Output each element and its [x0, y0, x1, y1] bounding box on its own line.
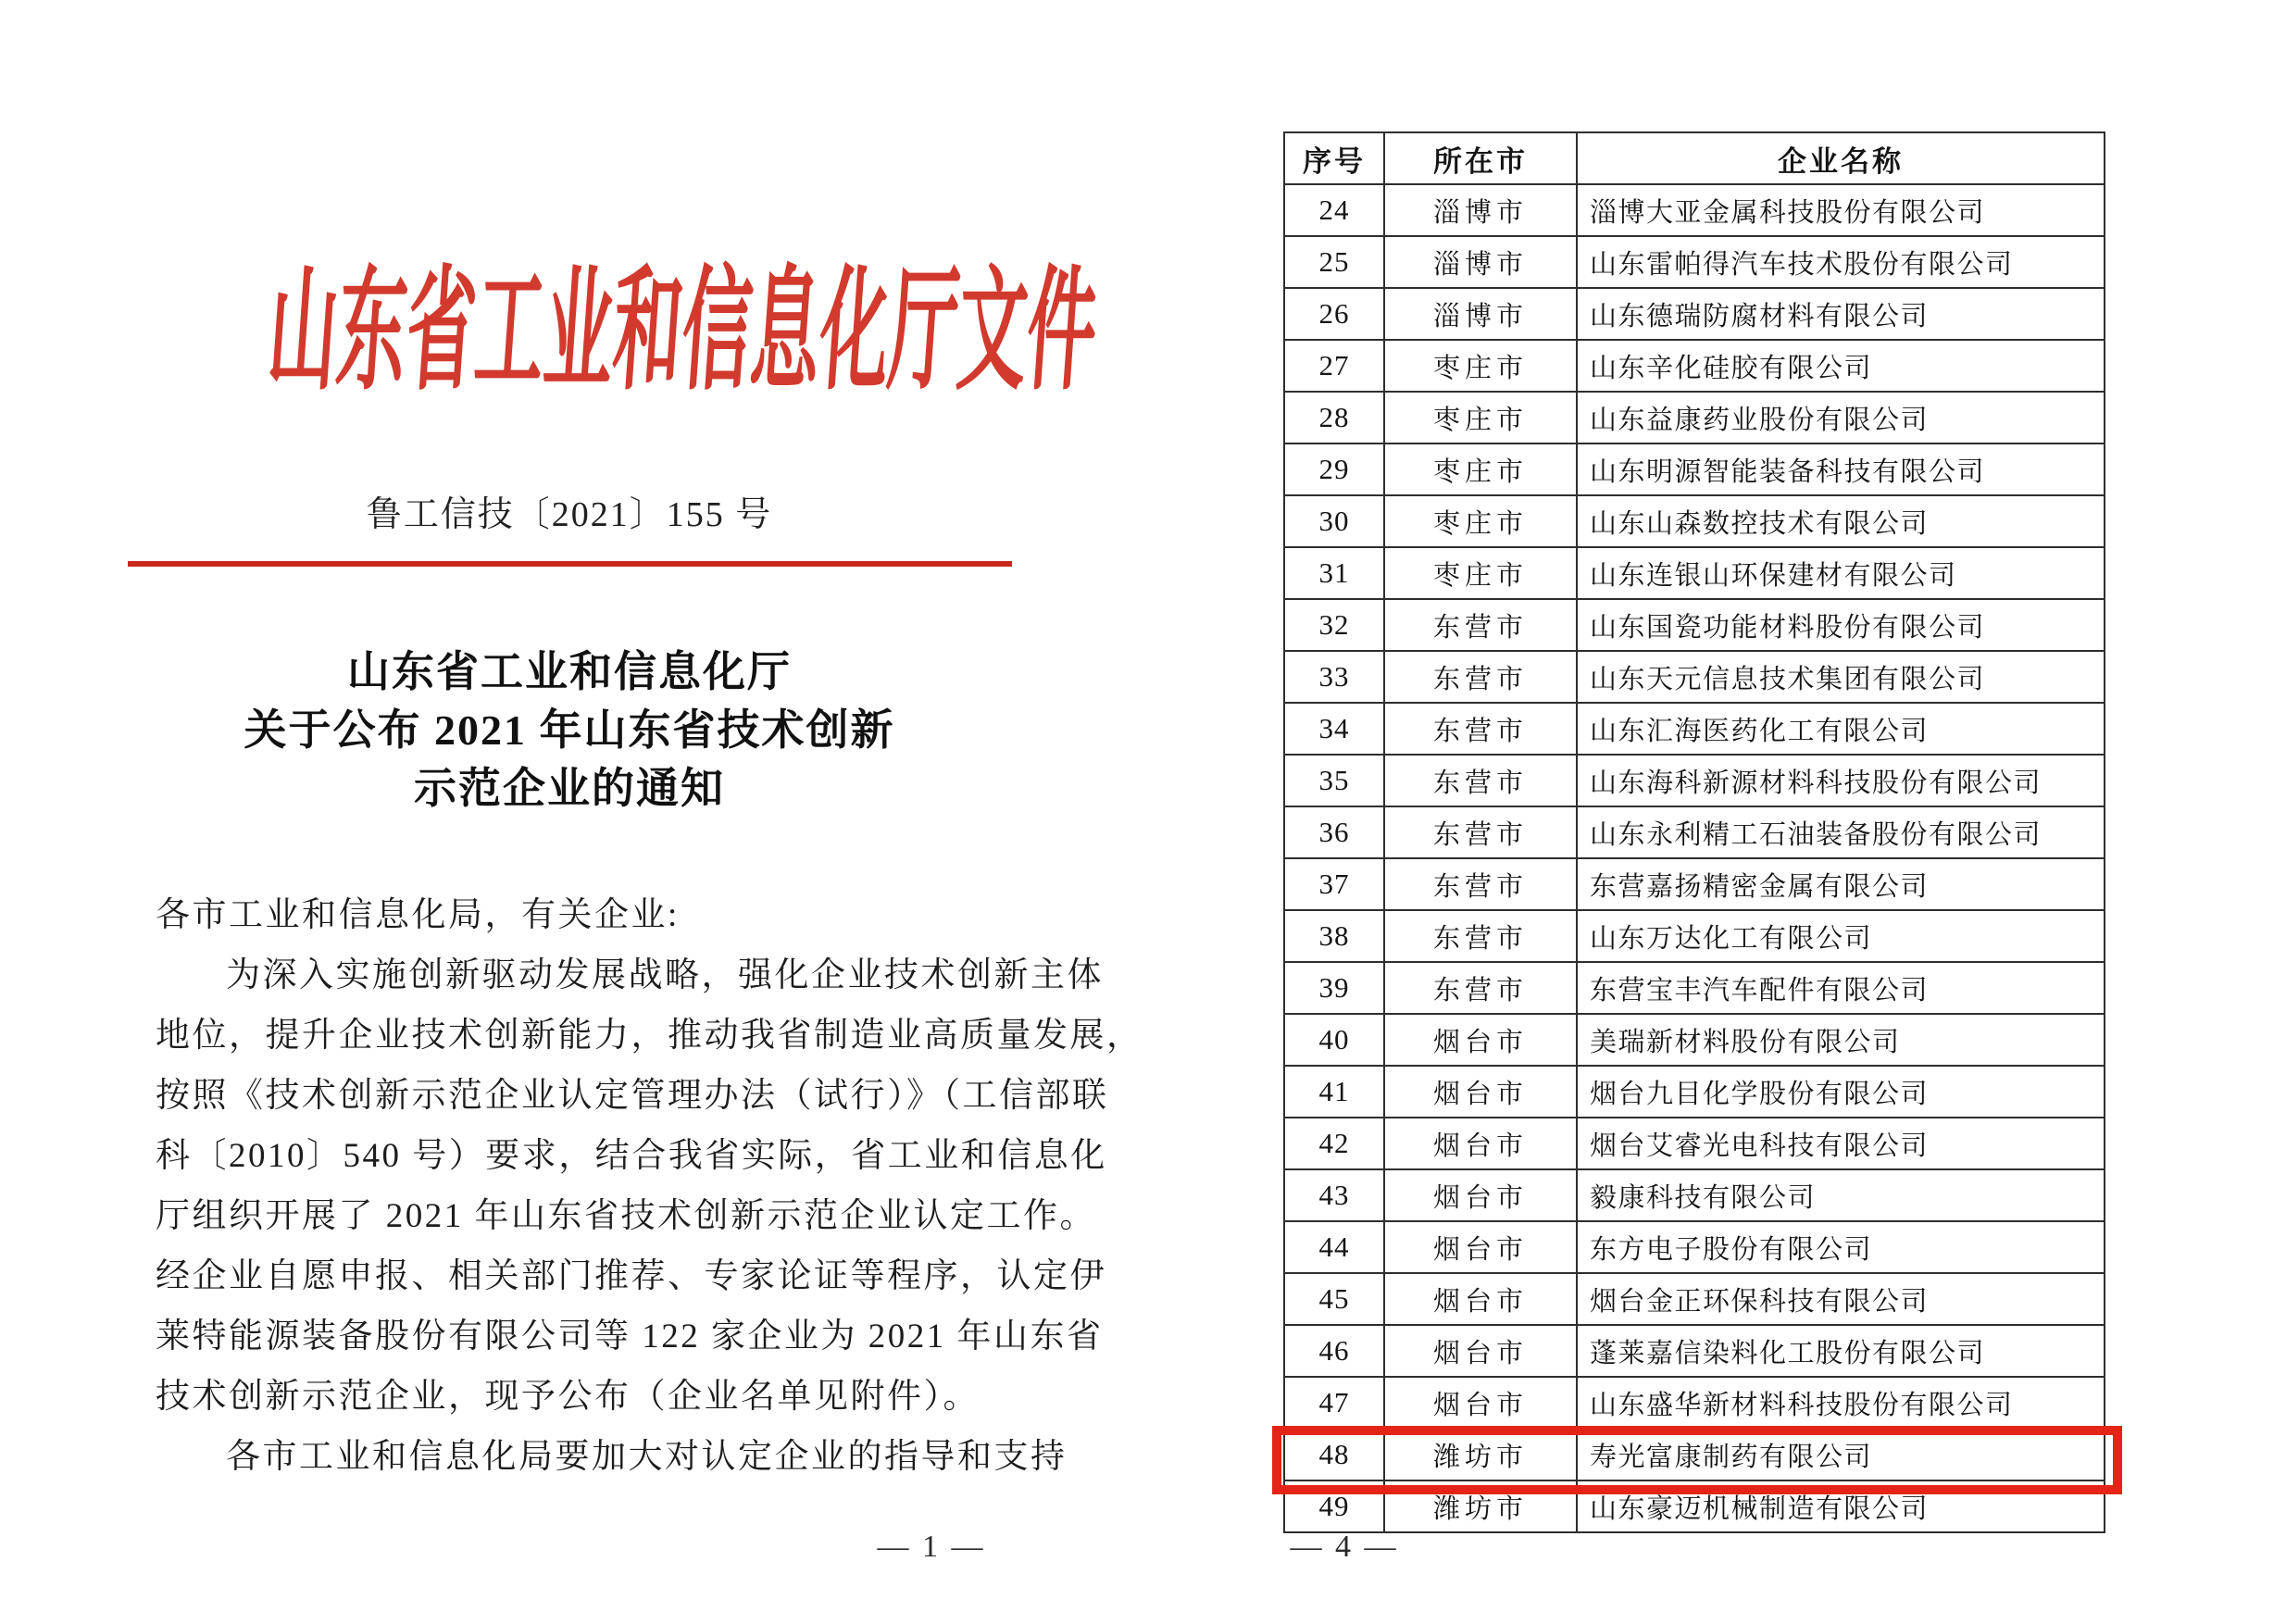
cell-city: 东营市	[1384, 651, 1577, 703]
table-row	[1284, 236, 2105, 288]
cell-company: 山东豪迈机械制造有限公司	[1577, 1480, 2105, 1532]
body-line: 按照《技术创新示范企业认定管理办法（试行）》（工信部联	[156, 1077, 1109, 1115]
cell-index: 25	[1284, 236, 1384, 288]
cell-company: 山东万达化工有限公司	[1577, 910, 2105, 962]
cell-company: 淄博大亚金属科技股份有限公司	[1577, 184, 2105, 236]
cell-index: 30	[1284, 495, 1384, 547]
cell-city: 潍坊市	[1384, 1480, 1577, 1532]
table-body	[1284, 184, 2105, 1532]
body-line: 各市工业和信息化局，有关企业:	[156, 896, 680, 934]
table-row	[1284, 1118, 2105, 1169]
cell-company: 烟台金正环保科技有限公司	[1577, 1273, 2105, 1325]
table-row	[1284, 1377, 2105, 1429]
cell-city: 烟台市	[1384, 1014, 1577, 1066]
table-row	[1284, 1273, 2105, 1325]
page-number-right: — 4 —	[1290, 1530, 1399, 1564]
cell-city: 枣庄市	[1384, 547, 1577, 599]
cell-index: 39	[1284, 962, 1384, 1014]
table-row	[1284, 443, 2105, 495]
table-row	[1284, 858, 2105, 910]
cell-city: 烟台市	[1384, 1325, 1577, 1377]
table-row	[1284, 599, 2105, 651]
cell-index: 49	[1284, 1480, 1384, 1532]
cell-city: 东营市	[1384, 910, 1577, 962]
body-line: 技术创新示范企业，现予公布（企业名单见附件）。	[156, 1378, 980, 1416]
cell-city: 枣庄市	[1384, 392, 1577, 443]
cell-index: 34	[1284, 703, 1384, 755]
cell-city: 烟台市	[1384, 1169, 1577, 1221]
cell-index: 37	[1284, 858, 1384, 910]
cell-city: 烟台市	[1384, 1118, 1577, 1169]
header-cell-company: 企业名称	[1577, 132, 2105, 184]
cell-company: 寿光富康制药有限公司	[1577, 1429, 2105, 1480]
cell-company: 蓬莱嘉信染料化工股份有限公司	[1577, 1325, 2105, 1377]
cell-index: 44	[1284, 1221, 1384, 1273]
notice-title-line: 关于公布 2021 年山东省技术创新	[244, 706, 895, 754]
body-line: 为深入实施创新驱动发展战略，强化企业技术创新主体	[226, 956, 1104, 994]
cell-index: 46	[1284, 1325, 1384, 1377]
document-number: 鲁工信技〔2021〕155 号	[366, 495, 773, 534]
cell-city: 淄博市	[1384, 236, 1577, 288]
table-row	[1284, 703, 2105, 755]
cell-index: 29	[1284, 443, 1384, 495]
body-line: 经企业自愿申报、相关部门推荐、专家论证等程序，认定伊	[156, 1257, 1106, 1295]
table-row	[1284, 392, 2105, 443]
cell-index: 32	[1284, 599, 1384, 651]
cell-company: 山东雷帕得汽车技术股份有限公司	[1577, 236, 2105, 288]
cell-company: 山东德瑞防腐材料有限公司	[1577, 288, 2105, 340]
notice-title-line: 山东省工业和信息化厅	[347, 648, 792, 695]
table-row	[1284, 962, 2105, 1014]
table-row	[1284, 806, 2105, 858]
table-row	[1284, 1066, 2105, 1118]
cell-company: 山东辛化硅胶有限公司	[1577, 340, 2105, 392]
cell-city: 东营市	[1384, 755, 1577, 806]
cell-city: 东营市	[1384, 858, 1577, 910]
cell-company: 山东明源智能装备科技有限公司	[1577, 443, 2105, 495]
cell-company: 山东连银山环保建材有限公司	[1577, 547, 2105, 599]
body-line: 莱特能源装备股份有限公司等 122 家企业为 2021 年山东省	[156, 1318, 1104, 1355]
cell-city: 东营市	[1384, 703, 1577, 755]
cell-company: 山东盛华新材料科技股份有限公司	[1577, 1377, 2105, 1429]
header-cell-index: 序号	[1284, 132, 1384, 184]
body-line: 科〔2010〕540 号）要求，结合我省实际，省工业和信息化	[156, 1137, 1107, 1175]
cell-company: 山东山森数控技术有限公司	[1577, 495, 2105, 547]
cell-company: 东营嘉扬精密金属有限公司	[1577, 858, 2105, 910]
cell-city: 潍坊市	[1384, 1429, 1577, 1480]
letterhead-wrap	[116, 258, 1102, 407]
red-separator-rule	[128, 561, 1012, 567]
table-row	[1284, 184, 2105, 236]
table-row	[1284, 755, 2105, 806]
table-row	[1284, 547, 2105, 599]
cell-city: 烟台市	[1384, 1066, 1577, 1118]
cell-company: 山东海科新源材料科技股份有限公司	[1577, 755, 2105, 806]
table-row	[1284, 495, 2105, 547]
table-row	[1284, 1169, 2105, 1221]
body-line: 地位，提升企业技术创新能力，推动我省制造业高质量发展，	[156, 1017, 1143, 1055]
cell-city: 枣庄市	[1384, 495, 1577, 547]
cell-index: 48	[1284, 1429, 1384, 1480]
table-row	[1284, 1325, 2105, 1377]
cell-city: 淄博市	[1384, 184, 1577, 236]
cell-city: 烟台市	[1384, 1273, 1577, 1325]
cell-index: 35	[1284, 755, 1384, 806]
cell-index: 24	[1284, 184, 1384, 236]
cell-index: 28	[1284, 392, 1384, 443]
letterhead-title: 山东省工业和信息化厅文件	[263, 258, 1102, 407]
cell-city: 淄博市	[1384, 288, 1577, 340]
header-cell-city: 所在市	[1384, 132, 1577, 184]
cell-company: 山东益康药业股份有限公司	[1577, 392, 2105, 443]
table-row	[1284, 651, 2105, 703]
cell-index: 27	[1284, 340, 1384, 392]
cell-city: 东营市	[1384, 962, 1577, 1014]
table-row	[1284, 1221, 2105, 1273]
cell-company: 山东汇海医药化工有限公司	[1577, 703, 2105, 755]
cell-company: 山东永利精工石油装备股份有限公司	[1577, 806, 2105, 858]
cell-company: 山东天元信息技术集团有限公司	[1577, 651, 2105, 703]
cell-index: 43	[1284, 1169, 1384, 1221]
cell-company: 烟台九目化学股份有限公司	[1577, 1066, 2105, 1118]
table-row	[1284, 288, 2105, 340]
cell-city: 枣庄市	[1384, 340, 1577, 392]
cell-city: 枣庄市	[1384, 443, 1577, 495]
row-49-highlight-box	[1272, 1426, 2122, 1494]
body-line: 各市工业和信息化局要加大对认定企业的指导和支持	[226, 1438, 1068, 1476]
notice-title-line: 示范企业的通知	[414, 765, 725, 812]
cell-company: 东营宝丰汽车配件有限公司	[1577, 962, 2105, 1014]
cell-company: 烟台艾睿光电科技有限公司	[1577, 1118, 2105, 1169]
cell-index: 31	[1284, 547, 1384, 599]
cell-city: 东营市	[1384, 599, 1577, 651]
table-row	[1284, 910, 2105, 962]
cell-company: 美瑞新材料股份有限公司	[1577, 1014, 2105, 1066]
companies-table	[1283, 131, 2105, 1533]
cell-index: 45	[1284, 1273, 1384, 1325]
cell-index: 38	[1284, 910, 1384, 962]
notice-title	[116, 643, 1023, 818]
cell-city: 烟台市	[1384, 1377, 1577, 1429]
table-row	[1284, 1014, 2105, 1066]
cell-index: 41	[1284, 1066, 1384, 1118]
table-row	[1284, 340, 2105, 392]
cell-index: 33	[1284, 651, 1384, 703]
body-paragraphs	[156, 885, 1143, 1487]
cell-index: 40	[1284, 1014, 1384, 1066]
page-number-left: — 1 —	[877, 1530, 986, 1564]
cell-company: 东方电子股份有限公司	[1577, 1221, 2105, 1273]
table-header-row	[1284, 132, 2105, 184]
cell-index: 36	[1284, 806, 1384, 858]
cell-index: 26	[1284, 288, 1384, 340]
cell-index: 47	[1284, 1377, 1384, 1429]
cell-company: 山东国瓷功能材料股份有限公司	[1577, 599, 2105, 651]
cell-city: 烟台市	[1384, 1221, 1577, 1273]
cell-index: 42	[1284, 1118, 1384, 1169]
cell-city: 东营市	[1384, 806, 1577, 858]
body-line: 厅组织开展了 2021 年山东省技术创新示范企业认定工作。	[156, 1197, 1096, 1235]
cell-company: 毅康科技有限公司	[1577, 1169, 2105, 1221]
